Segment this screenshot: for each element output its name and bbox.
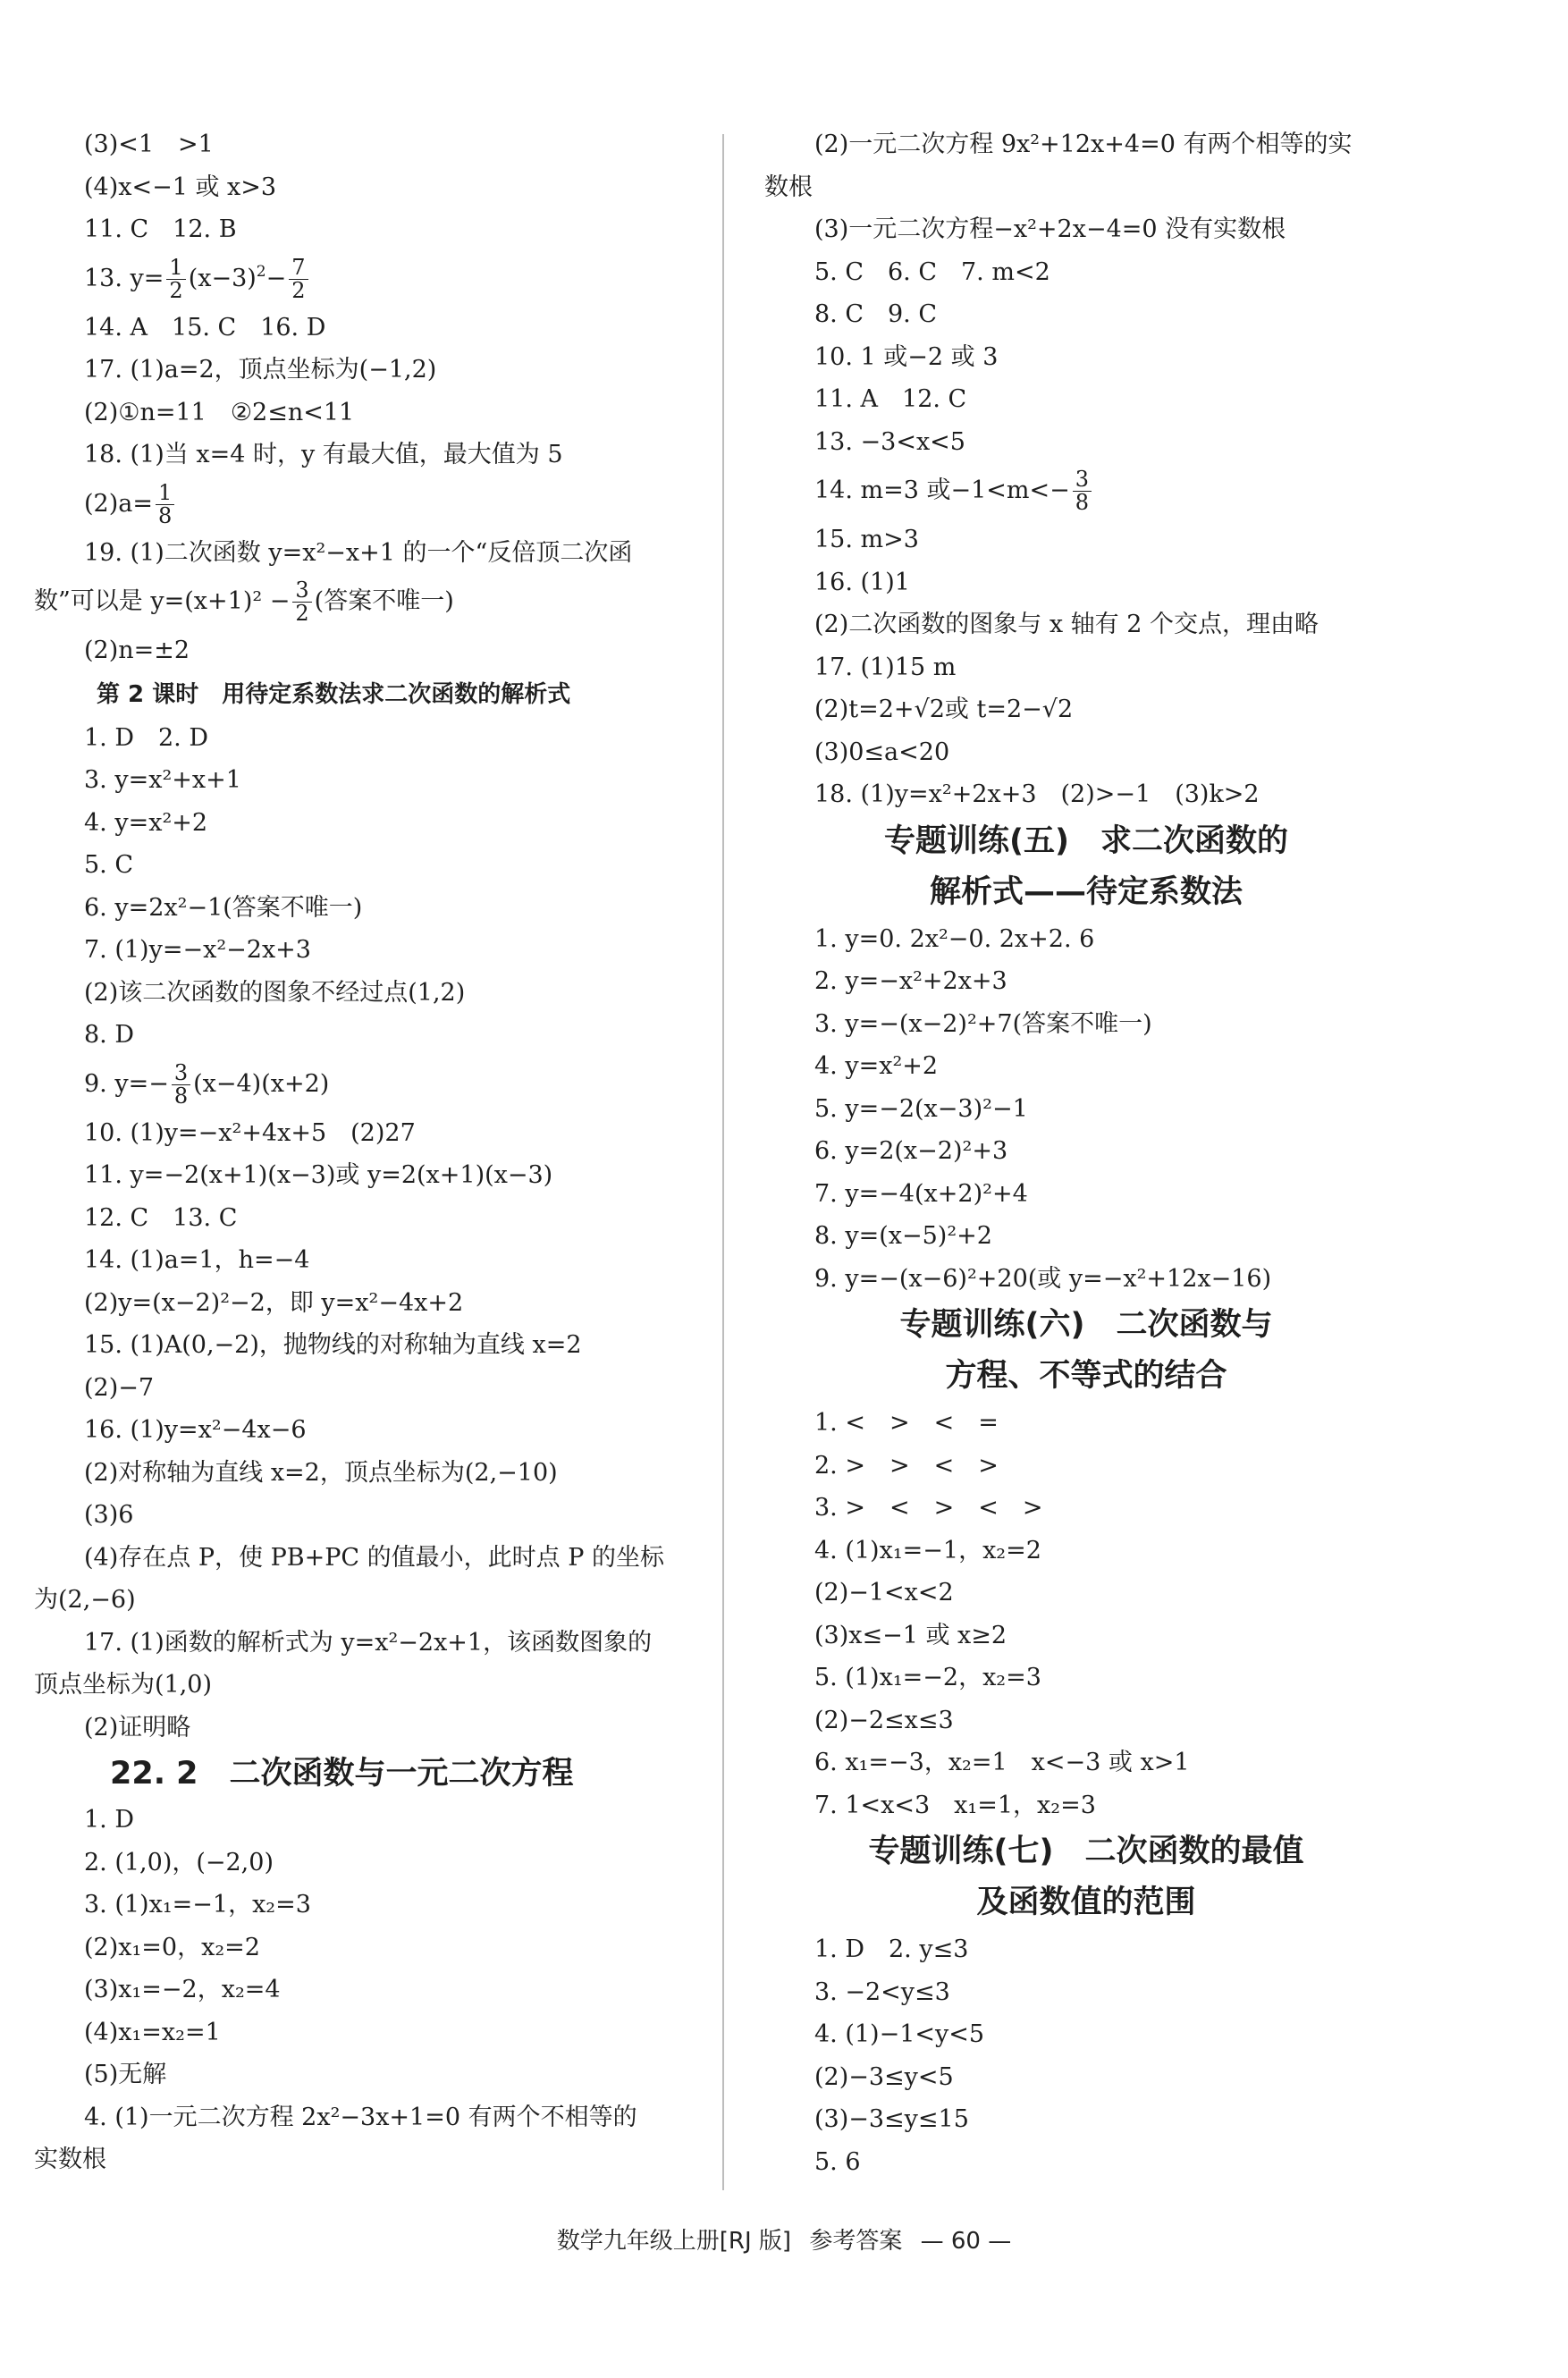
answer-line: 18. (1)y=x²+2x+3 (2)>−1 (3)k>2 xyxy=(814,780,1260,808)
answer-line: 16. (1)y=x²−4x−6 xyxy=(84,1416,307,1444)
answer-line: 3. > < > < > xyxy=(814,1494,1043,1522)
lesson-heading: 第 2 课时 用待定系数法求二次函数的解析式 xyxy=(97,680,571,708)
fraction: $\frac{3}{8}$ xyxy=(1073,468,1092,514)
answer-line: (2)−3≤y<5 xyxy=(814,2062,954,2091)
answer-line: (4)x<−1 或 x>3 xyxy=(84,173,277,201)
fraction: $\frac{1}{8}$ xyxy=(156,482,174,527)
answer-line: 17. (1)函数的解析式为 y=x²−2x+1，该函数图象的 xyxy=(84,1628,653,1657)
answer-line: 数根 xyxy=(764,173,813,201)
answer-line: (3)一元二次方程−x²+2x−4=0 没有实数根 xyxy=(814,215,1286,243)
answer-line: (2)一元二次方程 9x²+12x+4=0 有两个相等的实 xyxy=(814,131,1353,158)
answer-line: (2)−1<x<2 xyxy=(814,1579,954,1606)
answer-line: 13. −3<x<5 xyxy=(814,427,965,456)
topic-heading-7-cont: 及函数值的范围 xyxy=(976,1885,1196,1920)
answer-line: (2)n=±2 xyxy=(84,637,190,664)
answer-line: (3)6 xyxy=(84,1501,134,1529)
answer-line-18-2: (2)a= $\frac{1}{8}$ xyxy=(34,476,687,532)
answer-line: 5. 6 xyxy=(814,2147,861,2176)
answer-line: 1. y=0. 2x²−0. 2x+2. 6 xyxy=(814,924,1095,953)
answer-line: (5)无解 xyxy=(84,2061,167,2088)
answer-line: 10. 1 或−2 或 3 xyxy=(814,342,999,371)
answer-line: (2)二次函数的图象与 x 轴有 2 个交点，理由略 xyxy=(814,611,1319,638)
page-footer xyxy=(0,2222,1568,2256)
answer-line: 4. (1)一元二次方程 2x²−3x+1=0 有两个不相等的 xyxy=(84,2103,637,2131)
section-label: 参考答案 xyxy=(809,2228,903,2255)
topic-heading-6: 专题训练(六) 二次函数与 xyxy=(899,1307,1273,1343)
column-divider xyxy=(722,134,724,2190)
answer-line: 1. D 2. D xyxy=(84,723,208,752)
answer-line-19-cont: 数”可以是 y=(x+1)² − $\frac{3}{2}$ (答案不唯一) xyxy=(34,578,454,626)
answer-line: 10. (1)y=−x²+4x+5 (2)27 xyxy=(84,1118,416,1147)
answer-line: (4)存在点 P，使 PB+PC 的值最小，此时点 P 的坐标 xyxy=(84,1543,664,1572)
answer-line: 6. y=2x²−1(答案不唯一) xyxy=(84,893,363,922)
book-title: 数学九年级上册[RJ 版] xyxy=(556,2228,792,2255)
answer-line: 14. A 15. C 16. D xyxy=(84,313,326,342)
answer-line: 4. (1)−1<y<5 xyxy=(814,2020,985,2048)
answer-line: 1. D 2. y≤3 xyxy=(814,1935,969,1963)
answer-line: 16. (1)1 xyxy=(814,568,910,596)
answer-line: 8. C 9. C xyxy=(814,300,938,328)
answer-line: (2)该二次函数的图象不经过点(1,2) xyxy=(84,978,466,1007)
answer-line: (2)证明略 xyxy=(84,1713,191,1741)
fraction: $\frac{7}{2}$ xyxy=(289,257,308,302)
answer-line: 2. > > < > xyxy=(814,1451,999,1480)
answer-line: 4. y=x²+2 xyxy=(84,808,208,837)
answer-line: 9. y=−(x−6)²+20(或 y=−x²+12x−16) xyxy=(814,1264,1272,1293)
answer-line: 7. (1)y=−x²−2x+3 xyxy=(84,936,311,964)
fraction: $\frac{3}{8}$ xyxy=(172,1062,190,1108)
answer-line: 8. y=(x−5)²+2 xyxy=(814,1222,992,1250)
answer-line: (3)<1 >1 xyxy=(84,131,214,158)
answer-line: 3. y=x²+x+1 xyxy=(84,766,241,794)
answer-line: 3. (1)x₁=−1，x₂=3 xyxy=(84,1891,311,1918)
answer-line: 14. (1)a=1，h=−4 xyxy=(84,1246,310,1274)
answer-line: (3)−3≤y≤15 xyxy=(814,2105,969,2133)
topic-heading-7: 专题训练(七) 二次函数的最值 xyxy=(868,1834,1304,1869)
answer-line: 17. (1)15 m xyxy=(814,653,957,681)
answer-line: 1. D xyxy=(84,1806,134,1834)
answer-line: (3)0≤a<20 xyxy=(814,738,950,766)
topic-heading-6-cont: 方程、不等式的结合 xyxy=(945,1358,1227,1394)
answer-line: 4. (1)x₁=−1，x₂=2 xyxy=(814,1536,1041,1564)
answer-line: (4)x₁=x₂=1 xyxy=(84,2018,221,2046)
answer-line: (2)t=2+√2或 t=2−√2 xyxy=(814,696,1074,723)
answer-line: (2)−2≤x≤3 xyxy=(814,1706,954,1734)
answer-line: 1. < > < = xyxy=(814,1409,999,1437)
answer-line: 11. y=−2(x+1)(x−3)或 y=2(x+1)(x−3) xyxy=(84,1161,553,1189)
right-column xyxy=(764,123,1408,2183)
answer-line: 4. y=x²+2 xyxy=(814,1052,939,1080)
answer-line: (2)−7 xyxy=(84,1373,155,1402)
answer-line: 5. (1)x₁=−2，x₂=3 xyxy=(814,1664,1041,1691)
answer-line: 为(2,−6) xyxy=(34,1586,136,1614)
left-column xyxy=(34,123,687,2181)
answer-line: 6. x₁=−3，x₂=1 x<−3 或 x>1 xyxy=(814,1749,1190,1776)
page-number: — 60 — xyxy=(920,2228,1012,2255)
answer-line: 12. C 13. C xyxy=(84,1203,238,1232)
answer-line: 7. y=−4(x+2)²+4 xyxy=(814,1179,1028,1208)
answer-line: 2. (1,0)，(−2,0) xyxy=(84,1848,274,1876)
answer-line: 11. C 12. B xyxy=(84,215,237,243)
answer-line-9: 9. y=− $\frac{3}{8}$ (x−4)(x+2) xyxy=(84,1059,330,1109)
answer-line: (2)①n=11 ②2≤n<11 xyxy=(84,398,355,426)
answer-line: 15. (1)A(0,−2)，抛物线的对称轴为直线 x=2 xyxy=(84,1331,582,1359)
answer-line: (3)x₁=−2，x₂=4 xyxy=(84,1976,281,2003)
answer-line: (3)x≤−1 或 x≥2 xyxy=(814,1621,1007,1649)
answer-line: 8. D xyxy=(84,1021,134,1049)
answer-line-13: 13. y= $\frac{1}{2}$ $(x-3)^2-$ $\frac{7}{2}$ xyxy=(34,251,687,307)
section-heading: 22. 2 二次函数与一元二次方程 xyxy=(110,1756,574,1792)
answer-line: 5. C xyxy=(84,851,134,879)
answer-line: 17. (1)a=2，顶点坐标为(−1,2) xyxy=(84,356,437,384)
answer-line: 11. A 12. C xyxy=(814,385,967,413)
fraction: $\frac{1}{2}$ xyxy=(166,257,185,302)
fraction: $\frac{3}{2}$ xyxy=(292,579,311,625)
topic-heading-5-cont: 解析式——待定系数法 xyxy=(929,873,1243,910)
answer-line: 2. y=−x²+2x+3 xyxy=(814,967,1007,995)
answer-line: (2)y=(x−2)²−2，即 y=x²−4x+2 xyxy=(84,1288,464,1317)
answer-line: 7. 1<x<3 x₁=1，x₂=3 xyxy=(814,1791,1096,1819)
answer-line: 5. C 6. C 7. m<2 xyxy=(814,257,1050,286)
answer-line-14: 14. m=3 或−1<m<− $\frac{3}{8}$ xyxy=(764,463,1408,519)
answer-line: (2)x₁=0，x₂=2 xyxy=(84,1933,260,1961)
answer-line: 18. (1)当 x=4 时，y 有最大值，最大值为 5 xyxy=(84,441,563,468)
topic-heading-5: 专题训练(五) 求二次函数的 xyxy=(884,822,1288,859)
answer-line: 5. y=−2(x−3)²−1 xyxy=(814,1094,1028,1123)
answer-line: 顶点坐标为(1,0) xyxy=(34,1671,213,1699)
answer-line: 实数根 xyxy=(34,2146,106,2173)
answer-line: 6. y=2(x−2)²+3 xyxy=(814,1137,1008,1165)
answer-line: (2)对称轴为直线 x=2，顶点坐标为(2,−10) xyxy=(84,1458,558,1487)
answer-line: 3. y=−(x−2)²+7(答案不唯一) xyxy=(814,1009,1152,1038)
answer-line: 19. (1)二次函数 y=x²−x+1 的一个“反倍顶二次函 xyxy=(84,538,633,567)
answer-line: 15. m>3 xyxy=(814,526,919,553)
answer-line: 3. −2<y≤3 xyxy=(814,1977,950,2006)
